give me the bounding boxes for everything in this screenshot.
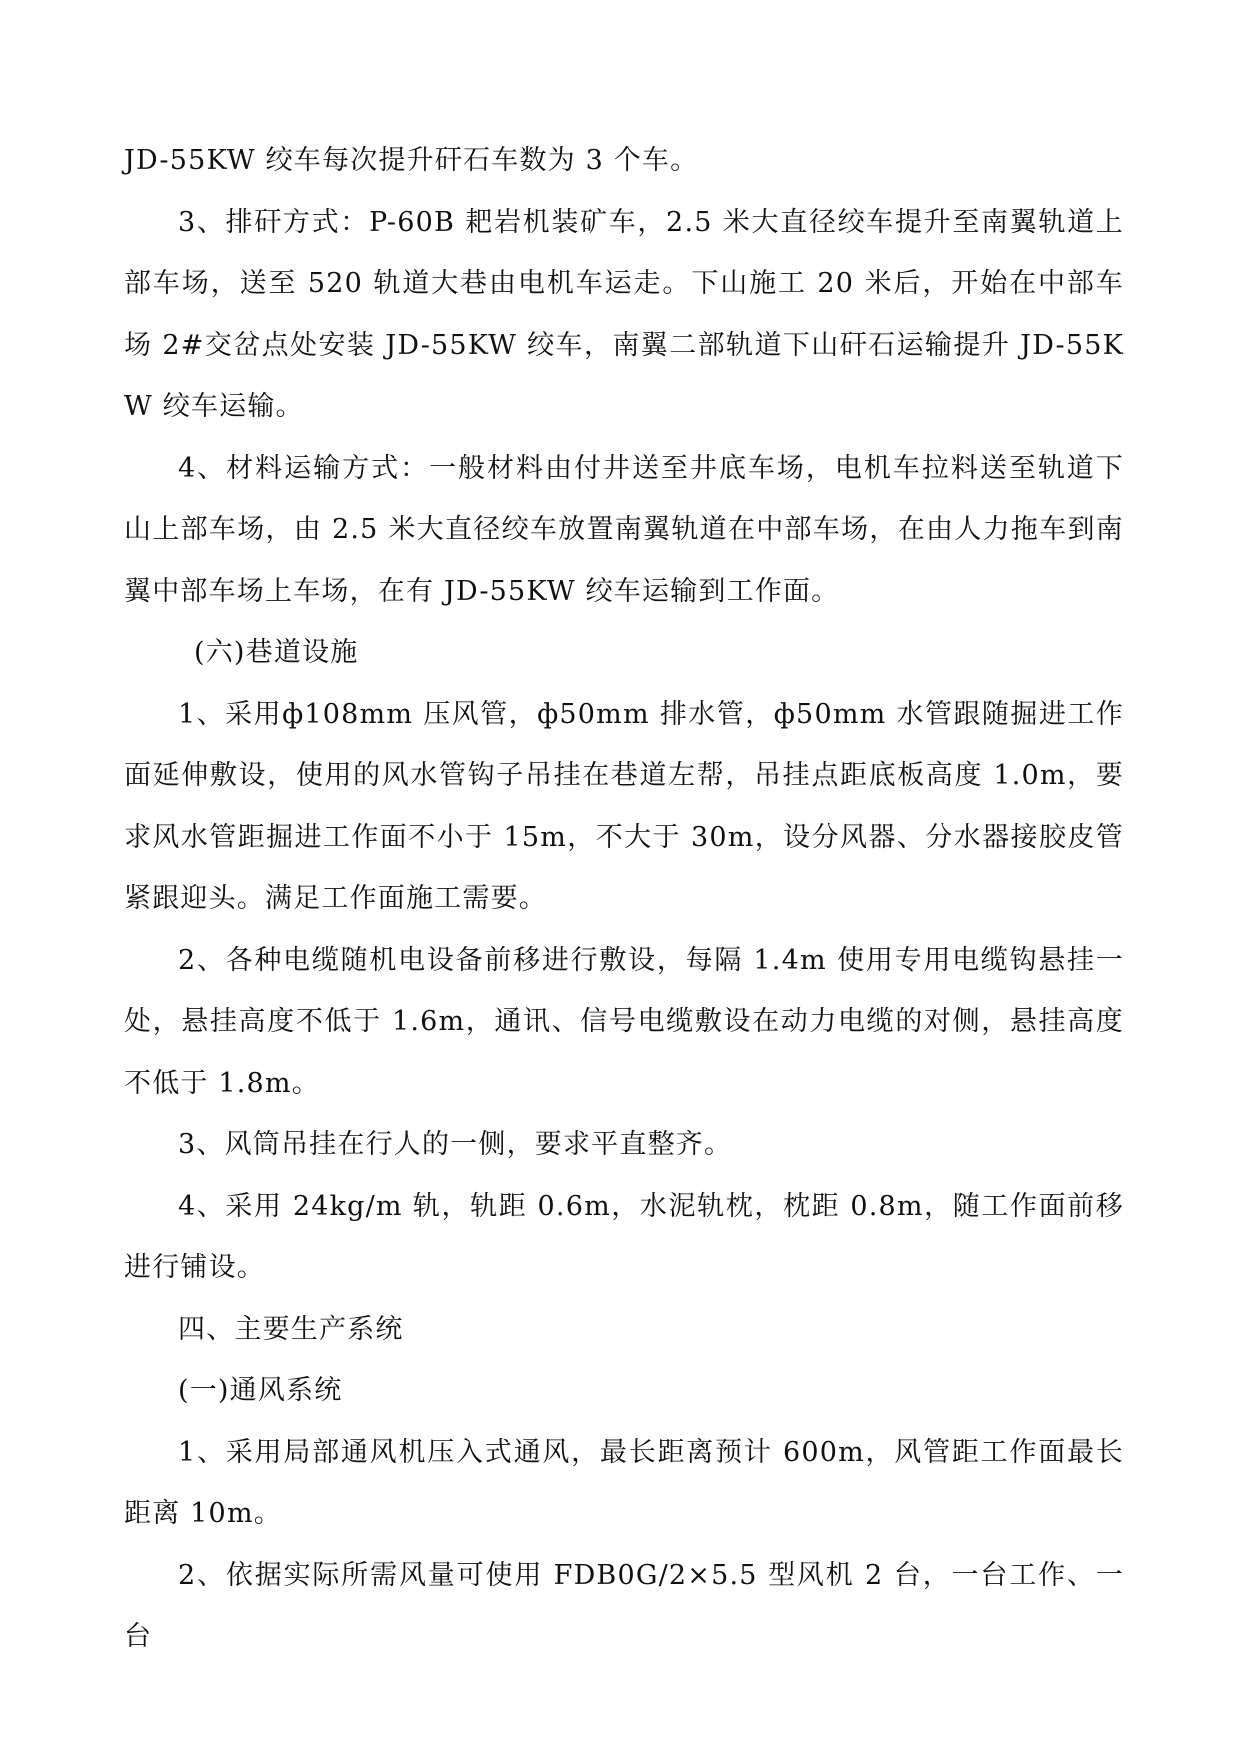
paragraph-rails: 4、采用 24kg/m 轨，轨距 0.6m，水泥轨枕，枕距 0.8m，随工作面前移进行铺设。 <box>124 1190 1124 1283</box>
paragraph-material-transport: 4、材料运输方式：一般材料由付井送至井底车场，电机车拉料送至轨道下山上部车场，由 2.5 米大直径绞车放置南翼轨道在中部车场，在由人力拖车到南翼中部车场上车场，在有 JD-55KW 绞车运输到工作面。 <box>124 452 1124 607</box>
paragraph-fans: 2、依据实际所需风量可使用 FDB0G/2×5.5 型风机 2 台，一台工作、一台 <box>124 1559 1124 1652</box>
section-heading-production-systems: 四、主要生产系统 <box>178 1313 404 1345</box>
paragraph-cables: 2、各种电缆随机电设备前移进行敷设，每隔 1.4m 使用专用电缆钩悬挂一处，悬挂高度不低于 1.6m，通讯、信号电缆敷设在动力电缆的对侧，悬挂高度不低于 1.8m。 <box>124 944 1124 1099</box>
paragraph-winch-cars: JD-55KW 绞车每次提升矸石车数为 3 个车。 <box>124 145 699 176</box>
section-heading-roadway-facilities: (六)巷道设施 <box>194 637 359 668</box>
paragraph-air-duct: 3、风筒吊挂在行人的一侧，要求平直整齐。 <box>178 1129 733 1160</box>
paragraph-air-water-pipes: 1、采用ф108mm 压风管，ф50mm 排水管，ф50mm 水管跟随掘进工作面延伸敷设，使用的风水管钩子吊挂在巷道左帮，吊挂点距底板高度 1.0m，要求风水管距掘进工作面不小于 15m，不大于 30m，设分风器、分水器接胶皮管紧跟迎头。满足工作面施工需要。 <box>124 698 1124 914</box>
section-heading-ventilation: (一)通风系统 <box>178 1375 343 1406</box>
document-body <box>124 130 1124 1668</box>
paragraph-spoil-removal: 3、排矸方式：P-60B 耙岩机装矿车，2.5 米大直径绞车提升至南翼轨道上部车场，送至 520 轨道大巷由电机车运走。下山施工 20 米后，开始在中部车场 2#交岔点处安装 JD-55KW 绞车，南翼二部轨道下山矸石运输提升 JD-55KW 绞车运输。 <box>124 206 1124 422</box>
paragraph-ventilation-method: 1、采用局部通风机压入式通风，最长距离预计 600m，风管距工作面最长距离 10m。 <box>124 1436 1124 1529</box>
